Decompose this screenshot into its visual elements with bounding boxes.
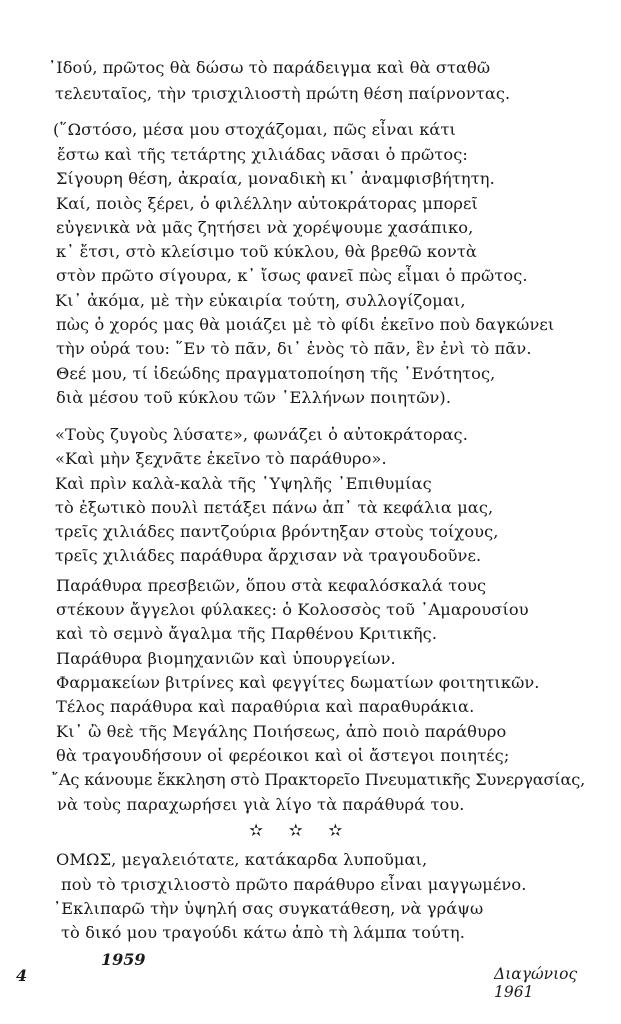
poem-line: Κι᾿ ἀκόμα, μὲ τὴν εὐκαιρία τούτη, συλλογίζομαι, <box>55 291 466 310</box>
poem-line: διὰ μέσου τοῦ κύκλου τῶν ῾Ελλήνων ποιητῶν). <box>56 388 452 407</box>
poem-line: ἔστω καὶ τῆς τετάρτης χιλιάδας νᾶσαι ὁ πρῶτος: <box>57 145 468 164</box>
poem-line: στὸν πρῶτο σίγουρα, κ᾿ ἴσως φανεῖ πὼς εἶμαι ὁ πρῶτος. <box>56 266 528 285</box>
poem-line: τρεῖς χιλιάδες παντζούρια βρόντηξαν στοὺς τοίχους, <box>55 522 499 541</box>
poem-line: πὼς ὁ χορός μας θὰ μοιάζει μὲ τὸ φίδι ἐκεῖνο ποὺ δαγκώνει <box>56 315 555 334</box>
footer-year: 1959 <box>101 950 146 969</box>
poem-line: εὐγενικὰ νὰ μᾶς ζητήσει νὰ χορέψουμε χασάπικο, <box>56 218 474 237</box>
poem-line: θὰ τραγουδήσουν οἱ φερέοικοι καὶ οἱ ἄστεγοι ποιητές; <box>56 746 510 765</box>
poem-line: Παράθυρα βιομηχανιῶν καὶ ὑπουργείων. <box>56 649 396 668</box>
poem-line: «Καὶ μὴν ξεχνᾶτε ἐκεῖνο τὸ παράθυρο». <box>55 449 387 468</box>
poem-line: Καί, ποιὸς ξέρει, ὁ φιλέλλην αὐτοκράτορας μπορεῖ <box>56 194 478 213</box>
poem-line: Τέλος παράθυρα καὶ παραθύρια καὶ παραθυράκια. <box>56 697 475 716</box>
poem-line: ῎Ας κάνουμε ἔκκληση στὸ Πρακτορεῖο Πνευματικῆς Συνεργασίας, <box>51 770 586 789</box>
poem-line: Θεέ μου, τί ἰδεώδης πραγματοποίηση τῆς ῾Ενότητος, <box>56 364 496 383</box>
section-separator: ✫ ✫ ✫ <box>249 821 353 841</box>
poem-line: νὰ τοὺς παραχωρήσει γιὰ λίγο τὰ παράθυρά του. <box>57 795 465 814</box>
poem-line: καὶ τὸ σεμνὸ ἄγαλμα τῆς Παρθένου Κριτικῆς. <box>56 624 438 643</box>
poem-line: ΟΜΩΣ, μεγαλειότατε, κατάκαρδα λυποῦμαι, <box>56 850 428 869</box>
poem-line: (῞Ωστόσο, μέσα μου στοχάζομαι, πῶς εἶναι κάτι <box>53 120 456 139</box>
poem-line: τρεῖς χιλιάδες παράθυρα ἄρχισαν νὰ τραγουδοῦνε. <box>55 546 482 565</box>
poem-line: τελευταῖος, τὴν τρισχιλιοστὴ πρώτη θέση παίρνοντας. <box>55 84 511 103</box>
poem-line: ποὺ τὸ τρισχιλιοστὸ πρῶτο παράθυρο εἶναι μαγγωμένο. <box>61 875 527 894</box>
poem-line: στέκουν ἄγγελοι φύλακες: ὁ Κολοσσὸς τοῦ ᾿Αμαρουσίου <box>56 600 529 619</box>
page-number: 4 <box>16 966 28 985</box>
poem-line: Κι᾿ ὢ θεὲ τῆς Μεγάλης Ποιήσεως, ἀπὸ ποιὸ παράθυρο <box>56 722 507 741</box>
poem-line: Φαρμακείων βιτρίνες καὶ φεγγίτες δωματίων φοιτητικῶν. <box>56 673 540 692</box>
poem-line: Καὶ πρὶν καλὰ-καλὰ τῆς ῾Υψηλῆς ᾿Επιθυμίας <box>55 474 432 493</box>
poem-line: Παράθυρα πρεσβειῶν, ὅπου στὰ κεφαλόσκαλά τους <box>56 576 487 595</box>
poem-line: κ᾿ ἔτσι, στὸ κλείσιμο τοῦ κύκλου, θὰ βρεθῶ κοντὰ <box>56 242 477 261</box>
poem-line: ᾿Ιδού, πρῶτος θὰ δώσω τὸ παράδειγμα καὶ θὰ σταθῶ <box>48 58 491 77</box>
poem-line: τὸ ἐξωτικὸ πουλὶ πετάξει πάνω ἀπ᾿ τὰ κεφάλια μας, <box>55 498 494 517</box>
poem-line: «Τοὺς ζυγοὺς λύσατε», φωνάζει ὁ αὐτοκράτορας. <box>55 425 468 444</box>
poem-line: τὸ δικό μου τραγούδι κάτω ἀπὸ τὴ λάμπα τούτη. <box>61 923 465 942</box>
poem-line: ᾿Εκλιπαρῶ τὴν ὑψηλή σας συγκατάθεση, νὰ γράψω <box>53 899 484 918</box>
poem-line: τὴν οὐρά του: ῞Εν τὸ πᾶν, δι᾿ ἑνὸς τὸ πᾶν, ἓν ἐνὶ τὸ πᾶν. <box>56 339 532 358</box>
footer-title: Διαγώνιος 1961 <box>494 965 578 1001</box>
poem-line: Σίγουρη θέση, ἀκραία, μοναδικὴ κι᾿ ἀναμφισβήτητη. <box>56 169 495 188</box>
